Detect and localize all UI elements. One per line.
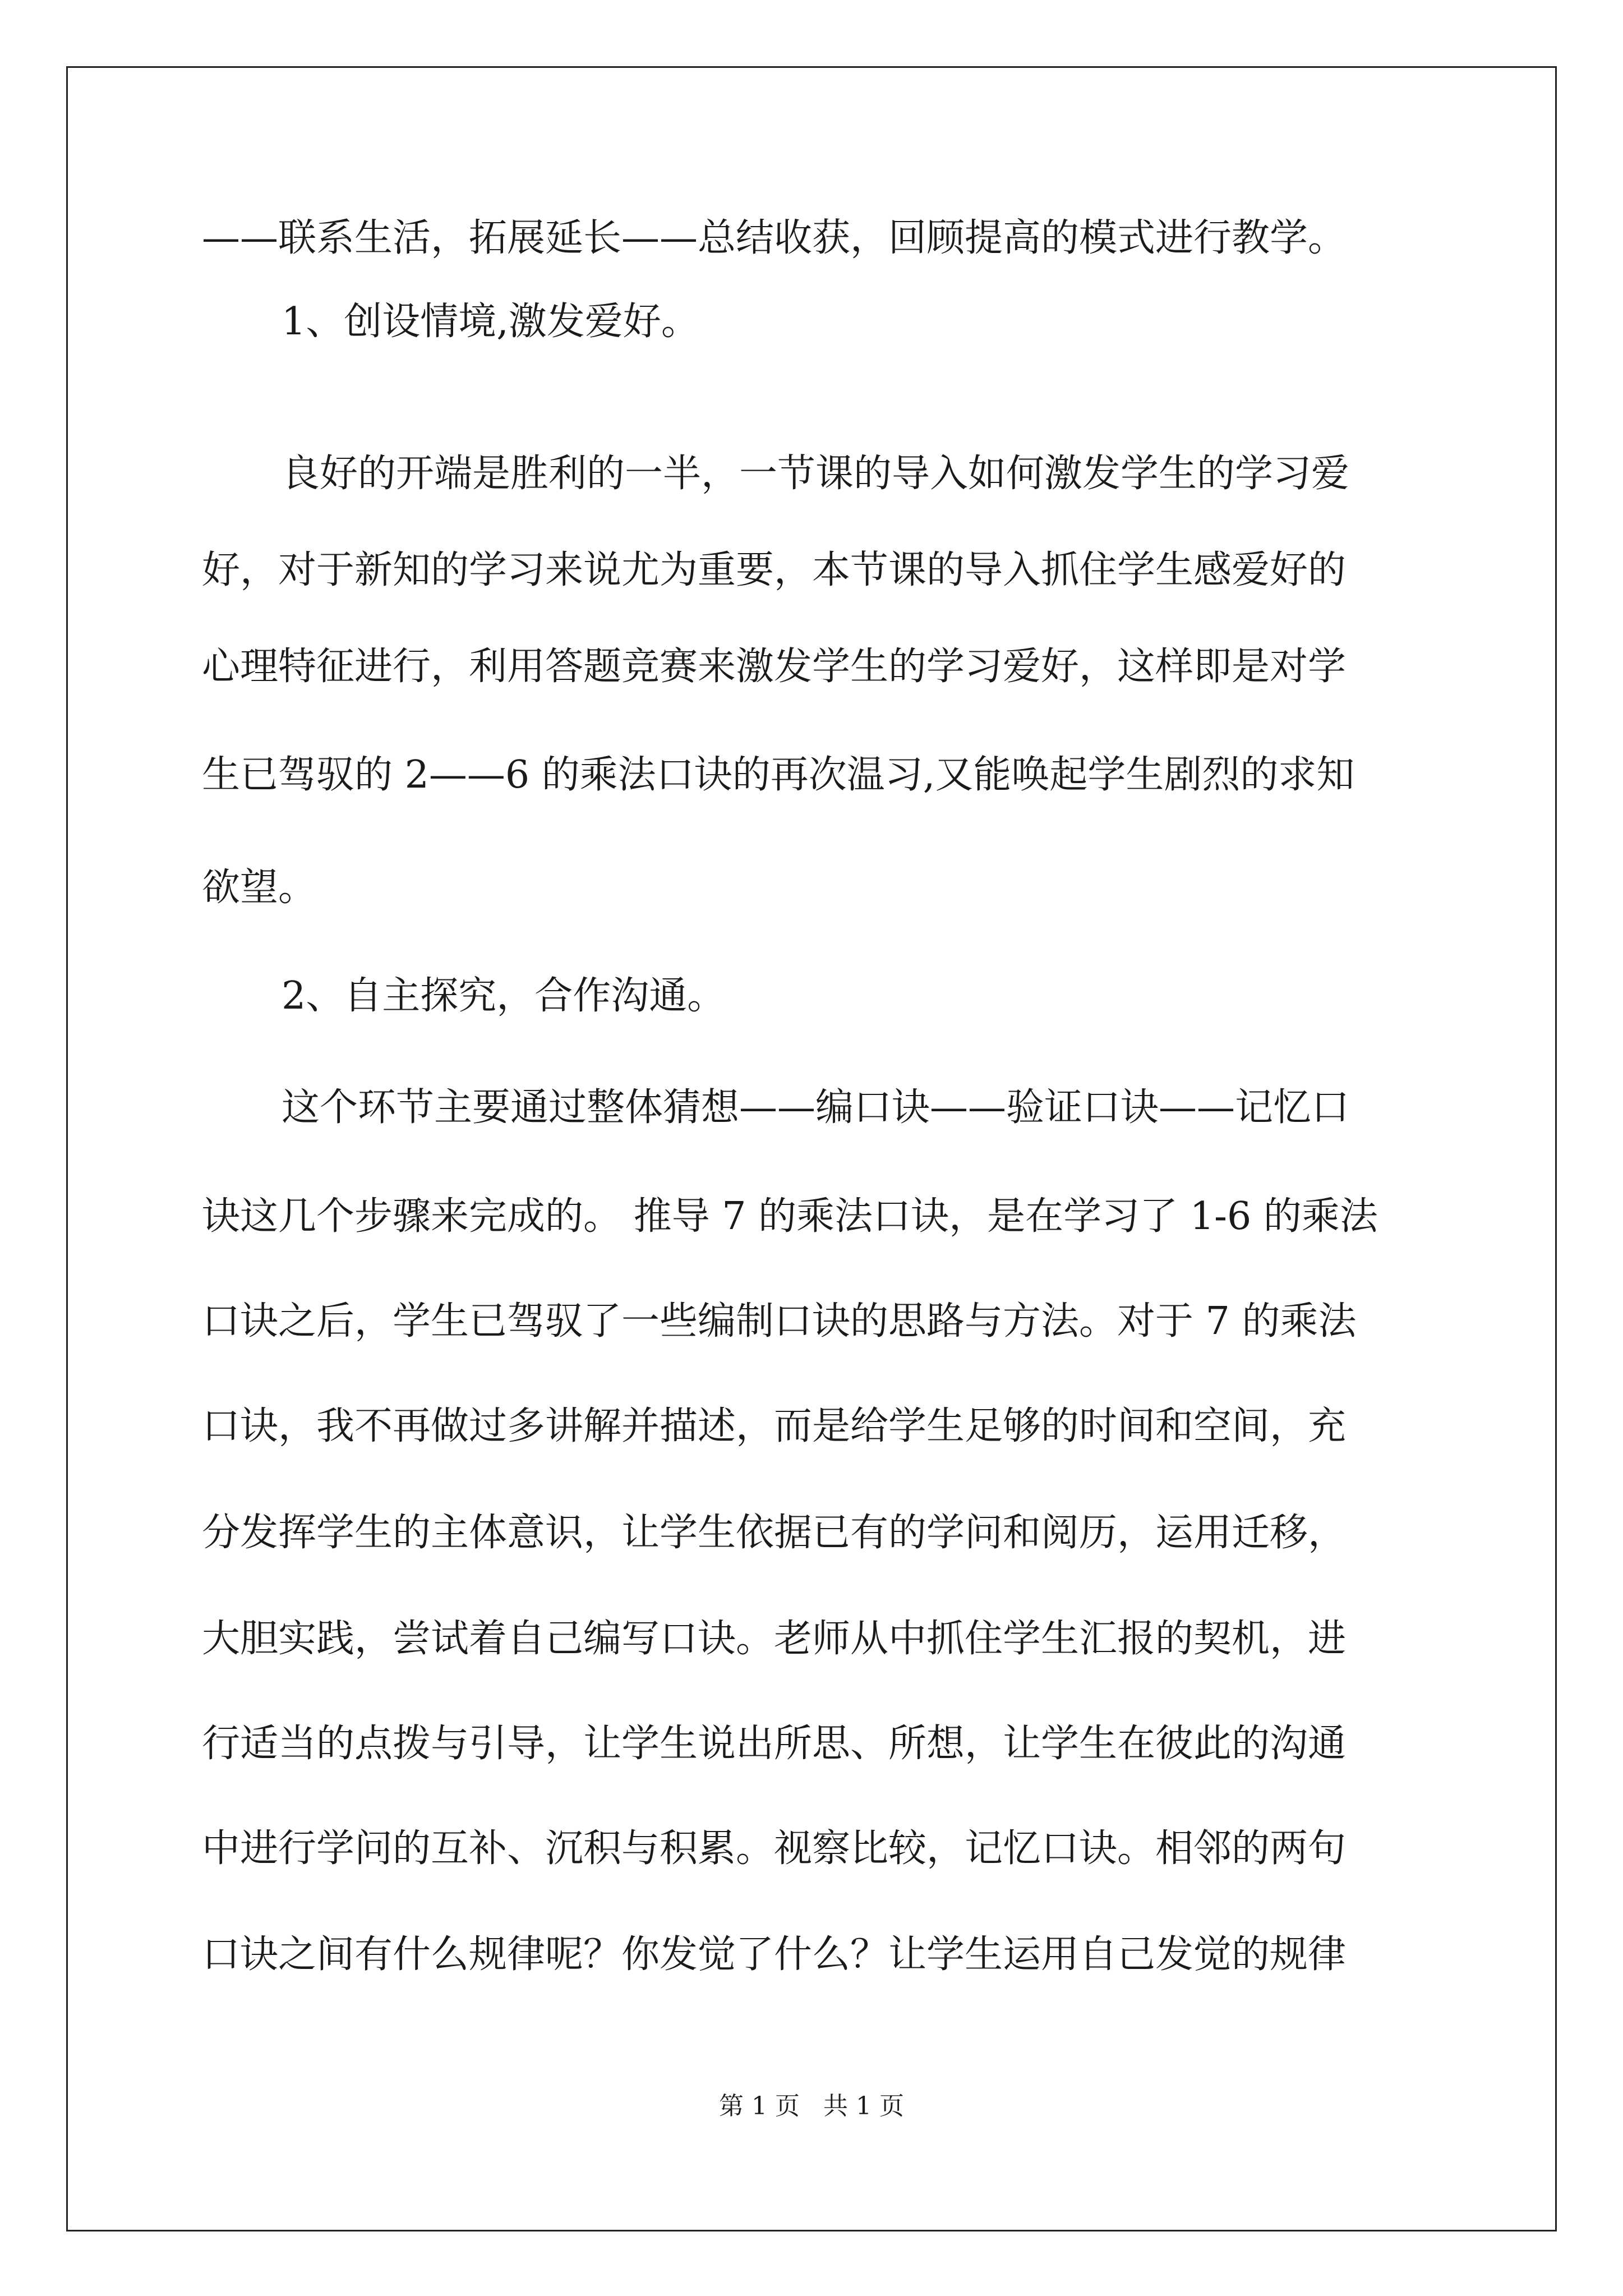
text-line: 口诀，我不再做过多讲解并描述，而是给学生足够的时间和空间，充	[202, 1404, 1347, 1448]
text-line: 行适当的点拨与引导，让学生说出所思、所想，让学生在彼此的沟通	[202, 1722, 1347, 1766]
text-line: 这个环节主要通过整体猜想——编口诀——验证口诀——记忆口	[282, 1085, 1350, 1130]
text-line: 诀这几个步骤来完成的。 推导 7 的乘法口诀，是在学习了 1-6 的乘法	[202, 1194, 1378, 1239]
text-line: 分发挥学生的主体意识，让学生依据已有的学问和阅历，运用迁移，	[202, 1511, 1347, 1555]
text-line: ——联系生活，拓展延长——总结收获，回顾提高的模式进行教学。	[202, 216, 1347, 260]
text-line: 口诀之间有什么规律呢？你发觉了什么？让学生运用自己发觉的规律	[202, 1932, 1347, 1977]
section-heading: 2、自主探究，合作沟通。	[282, 974, 726, 1018]
text-line: 欲望。	[202, 866, 317, 910]
text-line: 心理特征进行，利用答题竞赛来激发学生的学习爱好，这样即是对学	[202, 645, 1347, 689]
text-line: 生已驾驭的 2——6 的乘法口诀的再次温习,又能唤起学生剧烈的求知	[202, 753, 1355, 797]
section-heading: 1、创设情境,激发爱好。	[282, 300, 699, 344]
page-border	[66, 66, 1557, 2231]
text-line: 口诀之后，学生已驾驭了一些编制口诀的思路与方法。对于 7 的乘法	[202, 1299, 1357, 1343]
text-line: 良好的开端是胜利的一半，一节课的导入如何激发学生的学习爱	[282, 452, 1350, 496]
text-line: 大胆实践，尝试着自己编写口诀。老师从中抓住学生汇报的契机，进	[202, 1617, 1347, 1661]
text-line: 中进行学问的互补、沉积与积累。视察比较，记忆口诀。相邻的两句	[202, 1826, 1347, 1871]
text-line: 好，对于新知的学习来说尤为重要，本节课的导入抓住学生感爱好的	[202, 548, 1347, 592]
page-number-footer: 第 1 页 共 1 页	[719, 2092, 904, 2120]
